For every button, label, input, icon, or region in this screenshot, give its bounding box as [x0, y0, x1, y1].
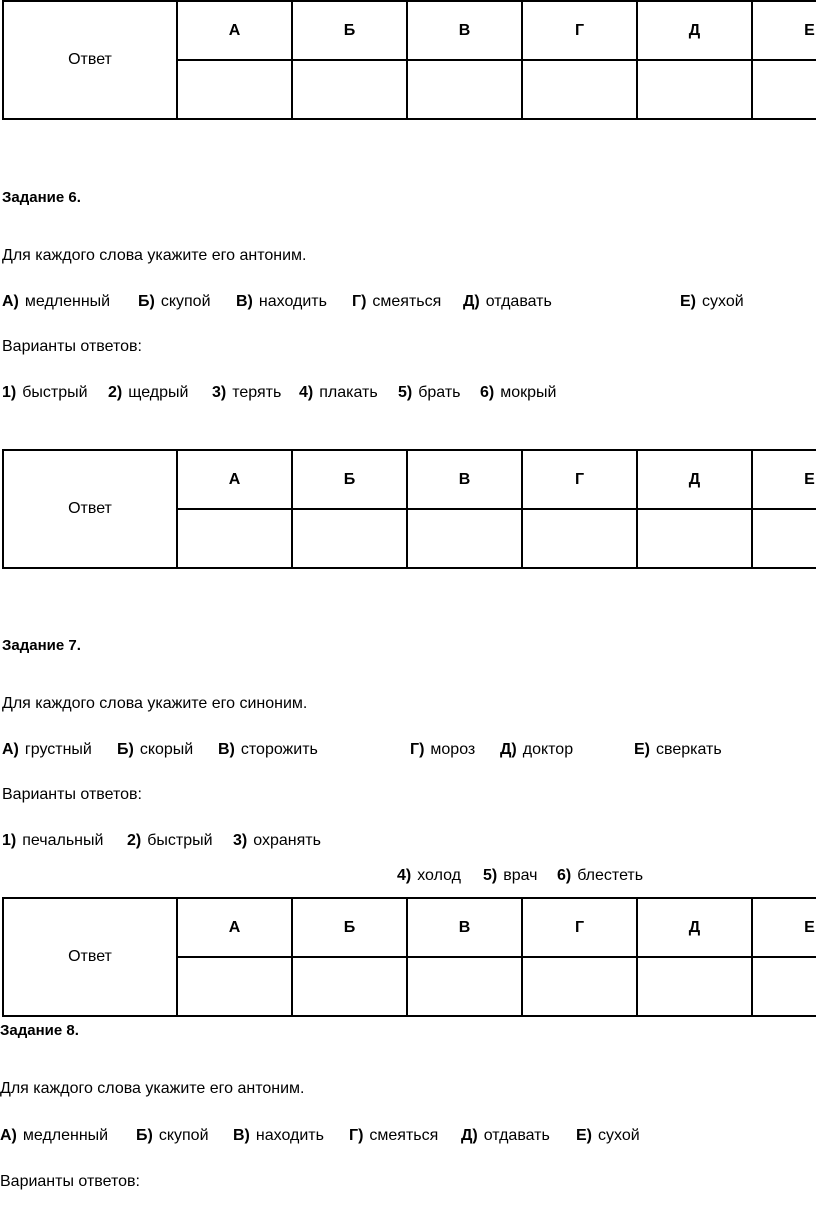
- task7-word-e: Е) сверкать: [634, 741, 722, 758]
- answer-cell-g[interactable]: [522, 957, 637, 1016]
- column-header-v: В: [407, 1, 522, 60]
- task6-word-v: В) находить: [236, 293, 327, 310]
- task6-option-3: 3) терять: [212, 384, 282, 401]
- column-header-a: А: [177, 898, 292, 957]
- task8-title: Задание 8.: [0, 1022, 79, 1039]
- column-header-b: Б: [292, 1, 407, 60]
- answer-cell-v[interactable]: [407, 957, 522, 1016]
- answer-cell-v[interactable]: [407, 60, 522, 119]
- column-header-a: А: [177, 450, 292, 509]
- column-header-d: Д: [637, 898, 752, 957]
- task6-option-5: 5) брать: [398, 384, 461, 401]
- column-header-g: Г: [522, 1, 637, 60]
- answer-cell-g[interactable]: [522, 509, 637, 568]
- answer-cell-a[interactable]: [177, 509, 292, 568]
- answer-row-label: Ответ: [3, 450, 177, 568]
- column-header-e: Е: [752, 1, 816, 60]
- answer-cell-g[interactable]: [522, 60, 637, 119]
- answer-row-label: Ответ: [3, 1, 177, 119]
- answer-cell-d[interactable]: [637, 957, 752, 1016]
- answer-table-task7: [2, 897, 816, 1017]
- column-header-d: Д: [637, 450, 752, 509]
- task7-word-a: А) грустный: [2, 741, 92, 758]
- answer-table-task5: [2, 0, 816, 120]
- task8-word-e: Е) сухой: [576, 1127, 640, 1144]
- column-header-b: Б: [292, 898, 407, 957]
- task7-option-4: 4) холод: [397, 867, 461, 884]
- task6-word-e: Е) сухой: [680, 293, 744, 310]
- task8-word-a: А) медленный: [0, 1127, 109, 1144]
- task6-word-b: Б) скупой: [138, 293, 211, 310]
- task6-options-label: Варианты ответов:: [2, 338, 142, 355]
- task6-option-2: 2) щедрый: [108, 384, 189, 401]
- task8-options-label: Варианты ответов:: [0, 1173, 140, 1190]
- answer-cell-a[interactable]: [177, 957, 292, 1016]
- task6-option-4: 4) плакать: [299, 384, 378, 401]
- answer-cell-e[interactable]: [752, 60, 816, 119]
- task7-word-g: Г) мороз: [410, 741, 476, 758]
- column-header-g: Г: [522, 450, 637, 509]
- answer-cell-v[interactable]: [407, 509, 522, 568]
- answer-cell-b[interactable]: [292, 509, 407, 568]
- task6-instruction: Для каждого слова укажите его антоним.: [2, 247, 307, 264]
- task8-instruction: Для каждого слова укажите его антоним.: [0, 1080, 305, 1097]
- column-header-e: Е: [752, 450, 816, 509]
- answer-row-label: Ответ: [3, 898, 177, 1016]
- column-header-a: А: [177, 1, 292, 60]
- task7-title: Задание 7.: [2, 637, 81, 654]
- column-header-e: Е: [752, 898, 816, 957]
- task6-word-a: А) медленный: [2, 293, 111, 310]
- answer-cell-e[interactable]: [752, 509, 816, 568]
- answer-cell-b[interactable]: [292, 60, 407, 119]
- answer-cell-e[interactable]: [752, 957, 816, 1016]
- answer-table-task6: [2, 449, 816, 569]
- task7-option-1: 1) печальный: [2, 832, 104, 849]
- task8-word-g: Г) смеяться: [349, 1127, 439, 1144]
- task8-word-b: Б) скупой: [136, 1127, 209, 1144]
- task7-option-3: 3) охранять: [233, 832, 321, 849]
- task7-option-6: 6) блестеть: [557, 867, 644, 884]
- task7-word-v: В) сторожить: [218, 741, 318, 758]
- task6-title: Задание 6.: [2, 189, 81, 206]
- column-header-v: В: [407, 450, 522, 509]
- task8-word-v: В) находить: [233, 1127, 324, 1144]
- answer-cell-d[interactable]: [637, 60, 752, 119]
- task7-options-label: Варианты ответов:: [2, 786, 142, 803]
- task7-instruction: Для каждого слова укажите его синоним.: [2, 695, 308, 712]
- task7-option-5: 5) врач: [483, 867, 538, 884]
- task7-word-b: Б) скорый: [117, 741, 194, 758]
- answer-cell-d[interactable]: [637, 509, 752, 568]
- task7-option-2: 2) быстрый: [127, 832, 213, 849]
- task8-word-d: Д) отдавать: [461, 1127, 550, 1144]
- task6-option-6: 6) мокрый: [480, 384, 557, 401]
- task7-word-d: Д) доктор: [500, 741, 574, 758]
- task6-word-d: Д) отдавать: [463, 293, 552, 310]
- answer-cell-a[interactable]: [177, 60, 292, 119]
- answer-cell-b[interactable]: [292, 957, 407, 1016]
- column-header-d: Д: [637, 1, 752, 60]
- column-header-g: Г: [522, 898, 637, 957]
- column-header-v: В: [407, 898, 522, 957]
- column-header-b: Б: [292, 450, 407, 509]
- task6-option-1: 1) быстрый: [2, 384, 88, 401]
- task6-word-g: Г) смеяться: [352, 293, 442, 310]
